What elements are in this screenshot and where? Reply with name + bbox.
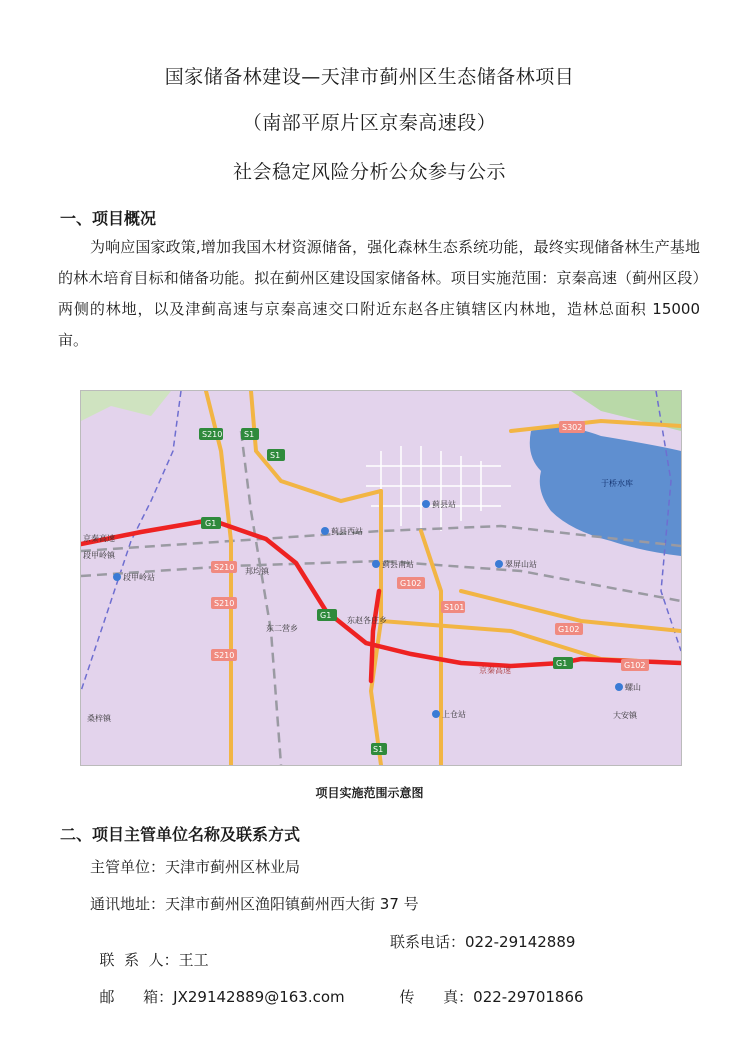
section-heading-overview: 一、项目概况 <box>60 209 157 228</box>
overview-paragraph: 为响应国家政策,增加我国木材资源储备，强化森林生态系统功能，最终实现储备林生产基地的林木培育目标和储备功能。拟在蓟州区建设国家储备林。项目实施范围：京秦高速（蓟州区段）两侧的林地，以及津蓟高速与京秦高速交口附近东赵各庄镇辖区内林地，造林总面积 15000 亩。 <box>58 238 700 349</box>
label-shangcang-station: 上仓站 <box>442 710 466 719</box>
authority-row <box>90 856 300 877</box>
authority-value: 天津市蓟州区林业局 <box>165 858 301 876</box>
phone-row <box>390 931 575 952</box>
email-row <box>90 968 345 1007</box>
fax-value: 022-29701866 <box>473 988 584 1006</box>
label-jixiannan-station: 蓟县南站 <box>382 560 414 569</box>
label-dongzhao-township: 东赵各庄乡 <box>347 616 387 625</box>
label-s1: S1 <box>270 451 281 460</box>
address-value: 天津市蓟州区渔阳镇蓟州西大街 37 号 <box>165 895 419 913</box>
label-g102: G102 <box>400 579 422 588</box>
label-g102: G102 <box>558 625 580 634</box>
label-duanjialing-town: 段甲岭镇 <box>83 551 115 560</box>
doc-title: 国家储备林建设—天津市蓟州区生态储备林项目 <box>164 66 575 88</box>
doc-subtitle: （南部平原片区京秦高速段） <box>242 112 497 134</box>
section-heading-contact: 二、项目主管单位名称及联系方式 <box>60 825 301 844</box>
label-daan-town: 大安镇 <box>613 711 637 720</box>
label-s101: S101 <box>444 603 465 612</box>
label-g1: G1 <box>205 519 217 528</box>
contact-row <box>90 931 209 970</box>
map-caption: 项目实施范围示意图 <box>315 786 424 800</box>
fax-label: 传 真： <box>399 988 474 1006</box>
label-s210: S210 <box>214 651 235 660</box>
label-g1: G1 <box>556 659 568 668</box>
label-yuqiao-reservoir: 于桥水库 <box>601 479 633 488</box>
contact-value: 王工 <box>178 951 209 969</box>
phone-label: 联系电话： <box>390 933 466 951</box>
label-s210: S210 <box>202 430 223 439</box>
label-s1: S1 <box>373 745 384 754</box>
label-jixian-station: 蓟县站 <box>432 500 456 509</box>
authority-label: 主管单位： <box>90 858 166 876</box>
label-s210: S210 <box>214 599 235 608</box>
label-donger-township: 东二营乡 <box>266 624 298 633</box>
label-s210: S210 <box>214 563 235 572</box>
label-g1: G1 <box>320 611 332 620</box>
address-row <box>90 893 419 914</box>
label-duanjialing-station: 段甲岭站 <box>123 573 155 582</box>
label-bangjun-town: 邦均镇 <box>245 567 269 576</box>
label-jingqin-highway-2: 京秦高速 <box>479 666 511 675</box>
label-jingqin-highway: 京秦高速 <box>83 534 115 543</box>
label-s1: S1 <box>244 430 255 439</box>
address-label: 通讯地址： <box>90 895 166 913</box>
label-sangzi-town: 桑梓镇 <box>87 714 111 723</box>
phone-value: 022-29142889 <box>465 933 576 951</box>
email-label: 邮 箱： <box>99 988 174 1006</box>
contact-label: 联 系 人： <box>99 951 179 969</box>
doc-title-notice: 社会稳定风险分析公众参与公示 <box>232 161 506 183</box>
fax-row <box>390 968 584 1007</box>
label-g102: G102 <box>624 661 646 670</box>
email-value[interactable]: JX29142889@163.com <box>173 988 345 1006</box>
label-jixianxi-station: 蓟县西站 <box>331 527 363 536</box>
label-cuipingshan-station: 翠屏山站 <box>505 560 537 569</box>
label-luoshan: 螺山 <box>625 683 641 692</box>
project-map <box>80 390 682 766</box>
label-s302: S302 <box>562 423 583 432</box>
